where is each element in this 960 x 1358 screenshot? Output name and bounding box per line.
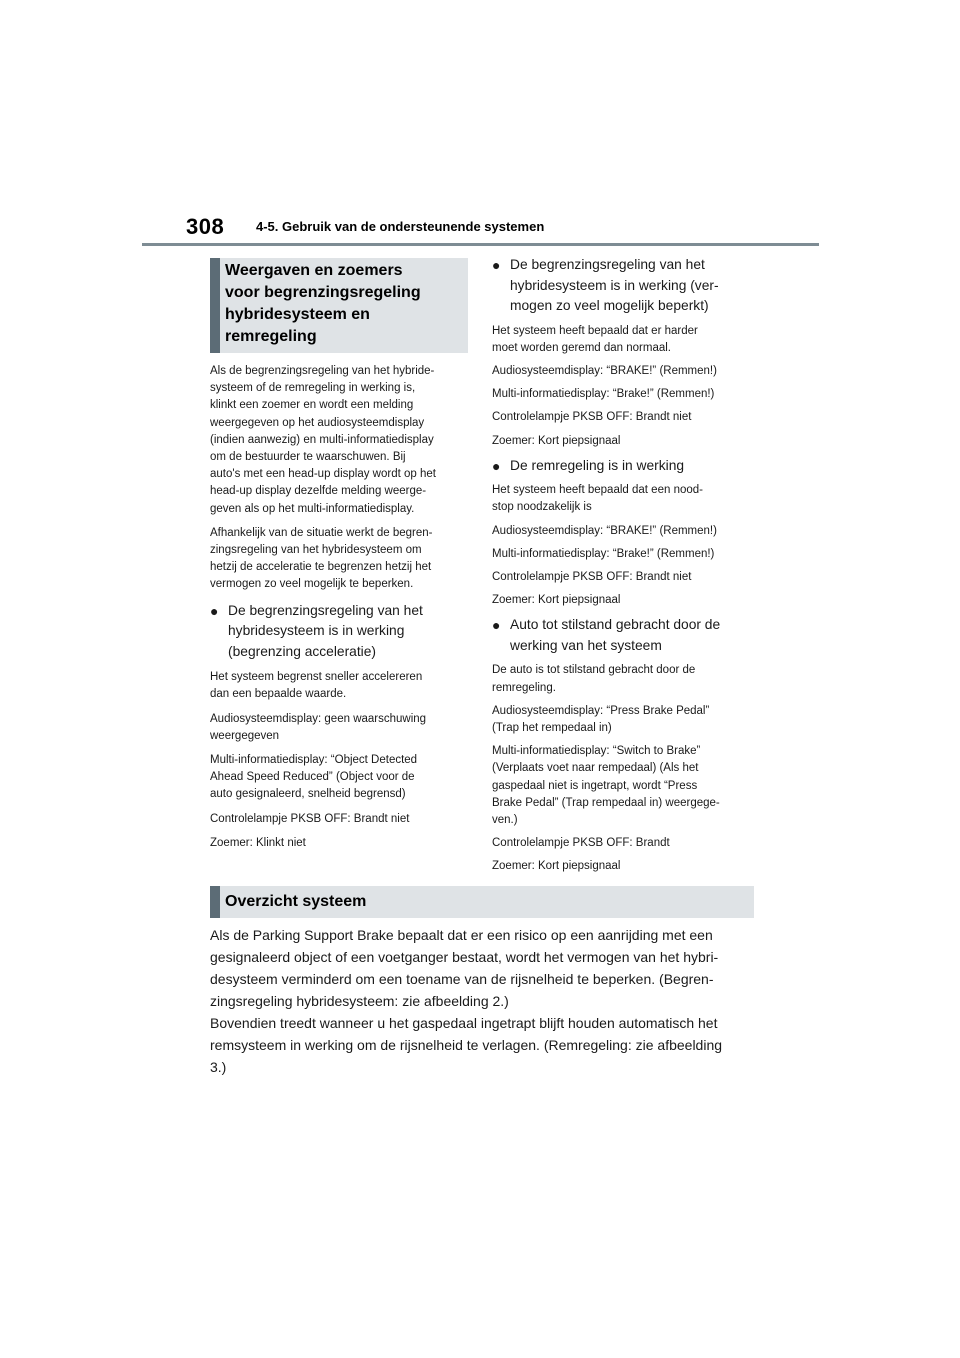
header-rule	[142, 243, 819, 246]
detail-line: Multi-informatiedisplay: “Object Detected Ahead Speed Reduced” (Object voor de auto gesignaleerd, snelheid begrensd)	[210, 753, 418, 801]
section-heading: Weergaven en zoemers voor begrenzingsregeling hybridesysteem en remregeling	[225, 262, 421, 345]
detail-line: Controlelampje PKSB OFF: Brandt	[492, 837, 670, 850]
detail-line: Zoemer: Klinkt niet	[210, 836, 306, 849]
detail-line: Audiosysteemdisplay: “BRAKE!” (Remmen!)	[492, 524, 717, 537]
bullet-heading-text: De begrenzingsregeling van het hybridesysteem is in werking (begrenzing acceleratie)	[228, 602, 423, 659]
detail-line: Audiosysteemdisplay: geen waarschuwing weergegeven	[210, 712, 427, 742]
detail-line: Het systeem heeft bepaald dat er harder moet worden geremd dan normaal.	[492, 324, 698, 354]
bullet-heading-text: De begrenzingsregeling van het hybridesysteem is in werking (ver- mogen zo veel mogelijk beperkt)	[510, 257, 719, 313]
section-heading-box	[210, 258, 468, 353]
right-column	[492, 255, 754, 882]
overview-paragraph: Als de Parking Support Brake bepaalt dat er een risico op een aanrijding met een gesignaleerd object of een voetganger bestaat, wordt het vermogen van het hybri- desysteem verminderd om een toename van de rijsnelheid te beperken. (Begren- zingsregeling hybridesysteem: zie afbeelding 2.) Bovendien treedt wanneer u het gaspedaal ingetrapt blijft houden automatisch het remsysteem in werking om de rijsnelheid te verlagen. (Remregeling: zie afbeelding 3.)	[210, 927, 723, 1075]
bullet-icon: ●	[492, 457, 501, 474]
bullet-heading	[492, 456, 754, 477]
bullet-icon: ●	[210, 602, 219, 619]
chapter-title: 4-5. Gebruik van de ondersteunende systemen	[256, 219, 545, 234]
detail-line: Multi-informatiedisplay: “Brake!” (Remmen!)	[492, 388, 715, 401]
bullet-heading	[492, 615, 754, 656]
detail-line: Multi-informatiedisplay: “Switch to Brake” (Verplaats voet naar rempedaal) (Als het gaspedaal niet is ingetrapt, wordt “Press Brake Pedal” (Trap rempedaal in) weergege- ven.)	[492, 745, 720, 827]
detail-line: Zoemer: Kort piepsignaal	[492, 594, 621, 607]
detail-line: Controlelampje PKSB OFF: Brandt niet	[210, 812, 410, 825]
bullet-icon: ●	[492, 617, 501, 634]
detail-line: De auto is tot stilstand gebracht door de remregeling.	[492, 664, 696, 694]
page-number: 308	[186, 214, 225, 239]
bullet-heading	[210, 601, 472, 663]
intro-paragraph: Als de begrenzingsregeling van het hybride- systeem of de remregeling in werking is, klinkt een zoemer en wordt een melding weergegeven op het audiosysteemdisplay (indien aanwezig) en multi-informatiedisplay om de bestuurder te waarschuwen. Bij auto's met een head-up display wordt op het head-up display dezelfde melding weerge- geven als op het multi-informatiedisplay.	[210, 365, 436, 515]
detail-line: Zoemer: Kort piepsignaal	[492, 860, 621, 873]
detail-line: Audiosysteemdisplay: “BRAKE!” (Remmen!)	[492, 364, 717, 377]
detail-line: Multi-informatiedisplay: “Brake!” (Remmen!)	[492, 547, 715, 560]
section-heading: Overzicht systeem	[225, 893, 367, 910]
detail-line: Het systeem heeft bepaald dat een nood- stop noodzakelijk is	[492, 484, 703, 514]
bullet-heading-text: Auto tot stilstand gebracht door de werking van het systeem	[510, 617, 721, 653]
bullet-heading-text: De remregeling is in werking	[510, 457, 685, 473]
intro-paragraph: Afhankelijk van de situatie werkt de begren- zingsregeling van het hybridesysteem om hetzij de acceleratie te begrenzen hetzij het vermogen zo veel mogelijk te beperken.	[210, 526, 433, 591]
detail-line: Controlelampje PKSB OFF: Brandt niet	[492, 571, 692, 584]
detail-line: Zoemer: Kort piepsignaal	[492, 434, 621, 447]
bullet-heading	[492, 255, 754, 317]
bullet-icon: ●	[492, 257, 501, 273]
section-heading-box	[210, 886, 754, 918]
detail-line: Het systeem begrenst sneller accelereren dan een bepaalde waarde.	[210, 671, 423, 701]
detail-line: Audiosysteemdisplay: “Press Brake Pedal” (Trap het rempedaal in)	[492, 704, 710, 735]
left-column	[210, 363, 472, 859]
detail-line: Controlelampje PKSB OFF: Brandt niet	[492, 411, 692, 424]
